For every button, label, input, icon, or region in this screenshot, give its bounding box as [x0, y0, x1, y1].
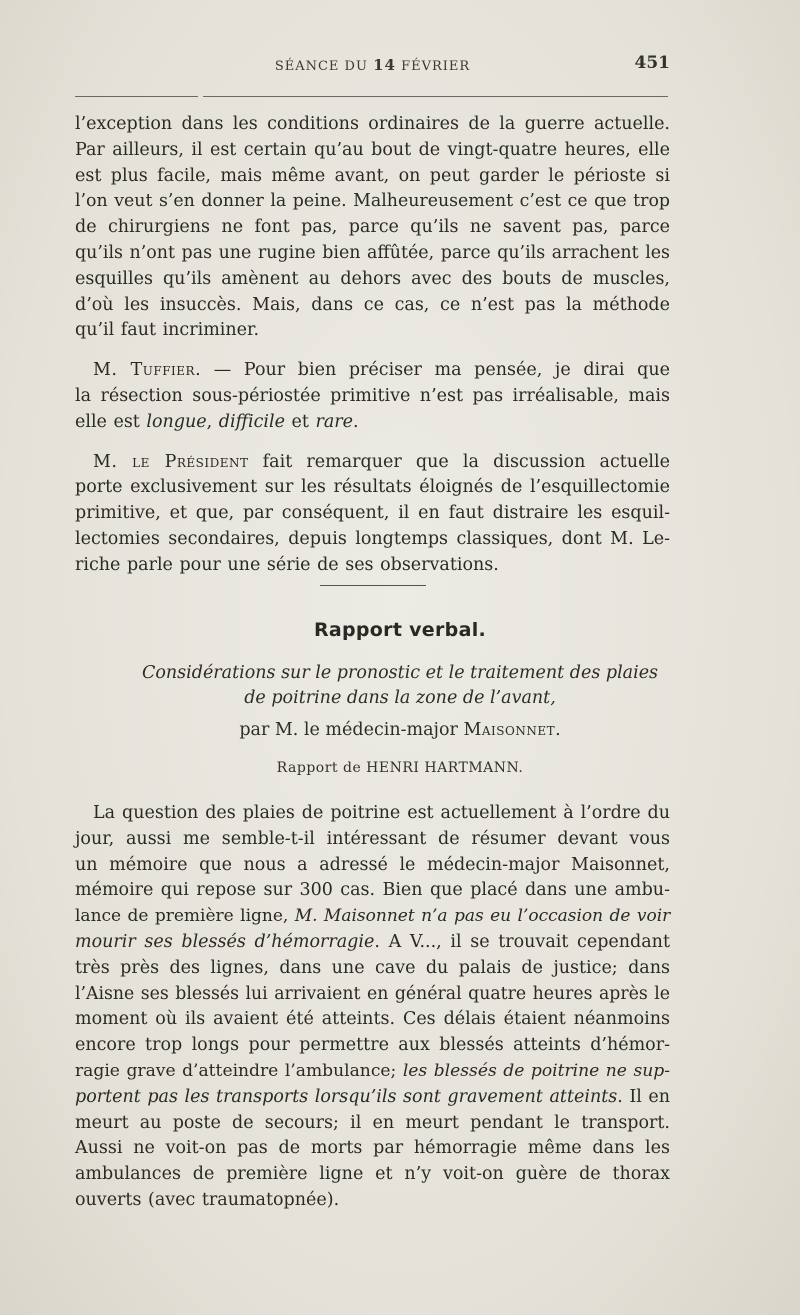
text-line: mourir ses blessés d’hémorragie. A V..., il se trouvait cependant	[75, 931, 670, 952]
text-line: l’exception dans les conditions ordinaires de la guerre actuelle.	[75, 114, 670, 134]
text-line: très près des lignes, dans une cave du palais de justice; dans	[75, 957, 670, 978]
text-line: esquilles qu’ils amènent au dehors avec des bouts de muscles,	[75, 268, 670, 289]
header-rule-right	[203, 96, 668, 97]
running-head: SÉANCE DU 14 FÉVRIER	[274, 56, 471, 74]
text-line: d’où les insuccès. Mais, dans ce cas, ce n’est pas la méthode	[75, 294, 670, 315]
text-line: La question des plaies de poitrine est actuellement à l’ordre du	[93, 803, 670, 823]
page-number: 451	[634, 53, 670, 73]
paragraph-president	[75, 450, 670, 579]
text-line: moment où ils avaient été atteints. Ces délais étaient néanmoins	[75, 1009, 670, 1030]
text-line: riche parle pour une série de ses observations.	[75, 554, 499, 575]
text-line: l’on veut s’en donner la peine. Malheureusement c’est ce que trop	[75, 191, 670, 212]
text-line: ambulances de première ligne et n’y voit-on guère de thorax	[75, 1164, 670, 1185]
section-separator	[320, 585, 426, 586]
text-line: lectomies secondaires, depuis longtemps classiques, dont M. Le-	[75, 528, 670, 549]
paragraph-continuation	[75, 112, 670, 344]
text-line: Aussi ne voit-on pas de morts par hémorragie même dans les	[75, 1138, 670, 1159]
author-name: Maisonnet	[463, 720, 556, 740]
text-line: mémoire qui repose sur 300 cas. Bien que placé dans une ambu-	[75, 880, 670, 901]
text-line: l’Aisne ses blessés lui arrivaient en général quatre heures après le	[75, 983, 670, 1004]
text-line: M. le Président fait remarquer que la discussion actuelle	[93, 451, 670, 472]
speaker-name: M. Tuffier.	[93, 360, 202, 381]
text-line: porte exclusivement sur les résultats éloignés de l’esquillectomie	[75, 477, 670, 498]
report-subtitle-line2: de poitrine dans la zone de l’avant,	[244, 688, 556, 708]
text-line: de chirurgiens ne font pas, parce qu’ils ne savent pas, parce	[75, 217, 670, 238]
text-line: elle est longue, difficile et rare.	[75, 411, 359, 432]
paragraph-tuffier	[75, 358, 670, 435]
report-subtitle-line1: Considérations sur le pronostic et le traitement des plaies	[141, 663, 659, 683]
text-line: Par ailleurs, il est certain qu’au bout de vingt-quatre heures, elle	[75, 139, 670, 160]
text-line: meurt au poste de secours; il en meurt pendant le transport.	[75, 1112, 670, 1133]
text-line: qu’ils n’ont pas une rugine bien affûtée, parce qu’ils arrachent les	[75, 242, 670, 263]
report-byline: par M. le médecin-major Maisonnet.	[239, 720, 561, 740]
body-text-top	[75, 112, 670, 579]
paragraph-report	[75, 801, 670, 1214]
text-line: un mémoire que nous a adressé le médecin-major Maisonnet,	[75, 854, 670, 875]
text-line: est plus facile, mais même avant, on peut garder le périoste si	[75, 165, 670, 186]
speaker-name: M. le Président	[93, 451, 249, 472]
text-line: lance de première ligne, M. Maisonnet n’a pas eu l’occasion de voir	[75, 906, 671, 927]
text-line: ragie grave d’atteindre l’ambulance; les blessés de poitrine ne sup-	[75, 1060, 670, 1081]
text-line: jour, aussi me semble-t-il intéressant de résumer devant vous	[75, 828, 670, 849]
header-rule-left	[75, 96, 198, 97]
text-line: primitive, et que, par conséquent, il en faut distraire les esquil-	[75, 503, 670, 524]
text-line: qu’il faut incriminer.	[75, 320, 260, 341]
text-line: encore trop longs pour permettre aux blessés atteints d’hémor-	[75, 1035, 670, 1056]
text-line: portent pas les transports lorsqu’ils sont gravement atteints. Il en	[75, 1086, 671, 1107]
text-line: ouverts (avec traumatopnée).	[75, 1189, 340, 1210]
section-title: Rapport verbal.	[313, 619, 487, 641]
text-line: la résection sous-périostée primitive n’est pas irréalisable, mais	[75, 385, 670, 406]
text-line: M. Tuffier. — Pour bien préciser ma pensée, je dirai que	[93, 360, 670, 381]
page-header	[75, 52, 670, 80]
body-text-report	[75, 801, 670, 1214]
report-reporter: Rapport de HENRI HARTMANN.	[276, 760, 524, 776]
